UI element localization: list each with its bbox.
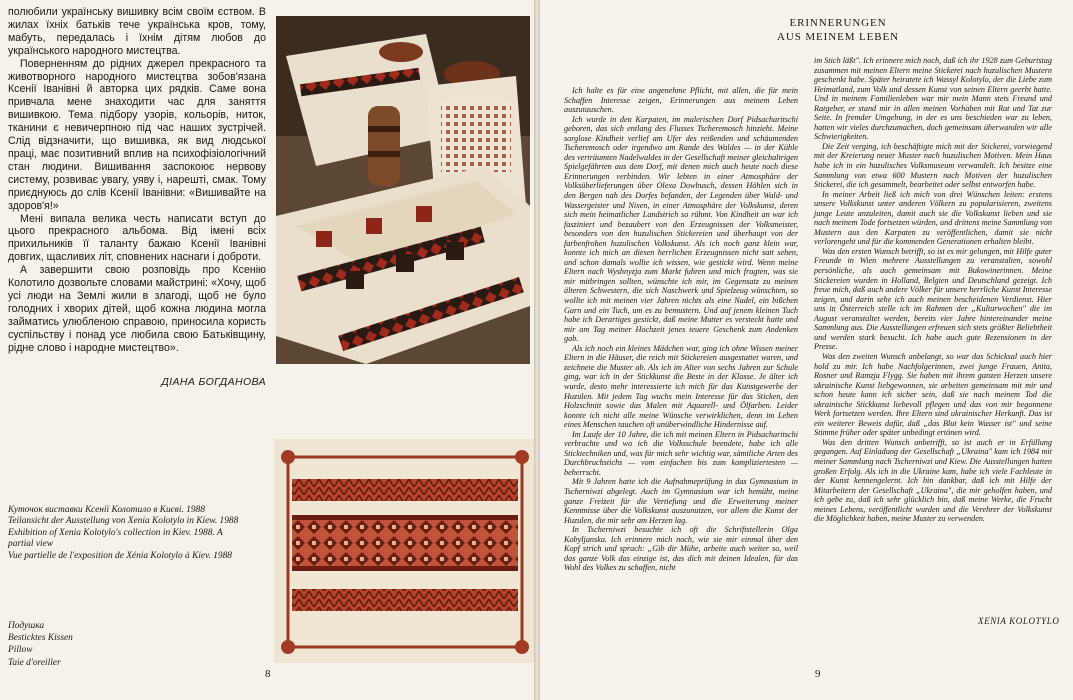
de-col1-paragraph: Als ich noch ein kleines Mädchen war, ging ich ohne Wissen meiner Eltern in die Häuser, die reich mit Stickereien ausgestattet waren, und zeichnete die Muster ab. Als ich im Alter von sechs Jahren zur Schule ging, war ich in der Stickkunst die Beste in der Klasse. Je älter ich wurde, desto mehr interessierte ich mich für das Kunstgewerbe der Huzulen. Mit jedem Tag wuchs mein Interesse für das Sticken, den Holzschnitt sowie das Malen mit Aquarell- und Ölfarben. Leider konnte ich nicht alle meine Wünsche verwirklichen, denn im Leben eines Menschen tauchen oft unüberwindliche Hindernisse auf. — [564, 343, 798, 430]
page-number-right: 9 — [815, 668, 821, 680]
pillow-drawing — [274, 439, 534, 663]
german-column-1 — [564, 86, 798, 573]
ua-paragraph-3: Мені випала велика честь написати вступ до цього прекрасного альбома. Від імені всіх прихильників її таланту бажаю Ксенії Іванівні довгих, щасливих літ, сповнених наснаги і доброти. — [8, 212, 266, 264]
ukrainian-article — [8, 6, 266, 354]
de-col1-paragraph: In Tscherniwzi besuchte ich oft die Schriftstellerin Olga Kobyljanska. Ich erinnere mich noch, wie sie mir einmal über den Kopf strich und sprach: „Gib dir Mühe, arbeite auch weiter so, weil das ganze Volk das einzige ist, das dich mit deinen Idealen, für das Wohl des Volkes zu schaffen, nicht — [564, 525, 798, 573]
article-title-line-2: AUS MEINEM LEBEN — [777, 31, 899, 43]
ua-paragraph-2: Поверненням до рідних джерел прекрасного та животворного народного мистецтва зобов'язана Ксенії Іванівні й авторка цих рядків. Саме вона привчала мене знаходити час для заняття вишивкою. Тема підбору узорів, кольорів, ниток, тканини є невичерпною під час наших зустрічей. Слід відзначити, що вишивка, як вид людської праці, має позитивний вплив на психофізіологічний стан людини. Вишивання заспокоює нервову систему, розвиває увагу, уяву і, нарешті, смак. Тому приєднуюсь до слів Ксенії Іванівни: «Вишивайте на здоров'я!» — [8, 57, 266, 212]
pillow-caption-en: Pillow — [8, 645, 33, 656]
de-col1-paragraph: Im Laufe der 10 Jahre, die ich mit meinen Eltern in Pidsacharitschi verbrachte und wo ich die Volksschule beendete, habe ich alle Sticktechniken und, was für mich sehr wichtig war, sämtliche Arten des Durchbruchstichs — vom einfachen bis zum kompliziertesten — beherrscht. — [564, 429, 798, 477]
article-title-line-1: ERINNERUNGEN — [789, 17, 887, 29]
de-col2-paragraph: im Stich läßt". Ich erinnere mich noch, daß ich ihr 1928 zum Geburtstag zusammen mit meinen Eltern meine Stickerei nach huzulischen Mustern geschenkt habe. Später heiratete ich Wassyl Kolotylo, der die Liebe zum Heimatland, zum Volk und dessen Kunst von seinen Eltern geerbt hatte. Und in meinem Familienleben war mir mein Mann stets Freund und Ratgeber, er stand mir in allen meinen Vorhaben mit Rat und Tat zur Seite. In fremder Umgebung, in der es uns beschieden war zu leben, hatten wir vieles durchzumachen, doch gemeinsam überwanden wir alle Schwierigkeiten. — [814, 56, 1052, 142]
exhibition-photo-drawing — [276, 16, 530, 364]
right-page — [540, 0, 1073, 700]
pillow-caption-de: Besticktes Kissen — [8, 633, 73, 644]
page-number-left: 8 — [265, 668, 271, 680]
de-col2-paragraph: Was den zweiten Wunsch anbelangt, so war das Schicksal auch hier hold zu mir. Ich habe Nachfolgerinnen, zwei junge Frauen, Anita, Rosner und Ramzja Flygg. Sie haben mit ihrem ganzen Herzen unsere ukrainische Kunst liebgewonnen, sie arbeiten gemeinsam mit mir und schon heute kann ich sicher sein, daß sie nach meinem Tod die ukrainische Stickkunst liebevoll pflegen und das von mir begonnene Werk fortsetzen werden. Ihre Eltern sind ukrainischer Herkunft. Das ist ein weiterer Beweis dafür, daß „das Blut kein Wasser ist" und seine Stimme früher oder später unbedingt ertönen wird. — [814, 351, 1052, 438]
de-col2-paragraph: In meiner Arbeit ließ ich mich von drei Wünschen leiten: erstens unsere Volkskunst unter anderen Völkern zu popularisieren, zweitens junge Leute anzuleiten, damit auch sie die Volkskunst lieben und sie nach meinem Tode fortsetzen würden, und drittens meine Sammlung von Mustern aus den Karpaten zu veröffentlichen, damit sie nicht verlorengeht und für die kommenden Generationen erhalten bleibt. — [814, 189, 1052, 247]
exhibition-caption — [8, 505, 248, 562]
caption-en: Exhibition of Xenia Kolotylo's collection in Kiev. 1988. A partial view — [8, 527, 223, 550]
ua-paragraph-4: А завершити свою розповідь про Ксенію Колотило дозвольте словами майстрині: «Хочу, щоб усі люди на Землі жили в злагоді, щоб не було голодних і хворих дітей, щоб кожна людина могла займатись улюбленою справою, приносила користь суспільству і понад усе любила свою Батьківщину, рідне слово і народне мистецтво». — [8, 264, 266, 354]
de-col1-paragraph: Ich halte es für eine angenehme Pflicht, mit allen, die für mein Schaffen Interesse zeigen, Erinnerungen aus meinem Leben auszutauschen. — [564, 86, 798, 115]
left-page — [0, 0, 534, 700]
article-title — [768, 16, 908, 44]
ua-paragraph-1: полюбили українську вишивку всім своїм єством. В жилах їхніх батьків тече українська кров, тому, мабуть, передалась і їхнім дітям любов до українського народного мистецтва. — [8, 6, 266, 57]
caption-ua: Куточок виставки Ксенії Колотило в Києві. 1988 — [8, 505, 205, 515]
author-signature-de: XENIA KOLOTYLO — [978, 616, 1060, 626]
de-col2-paragraph: Was den ersten Wunsch betrifft, so ist es mir gelungen, mit Hilfe guter Freunde in Wien mehrere Ausstellungen zu veranstalten, sowohl persönliche, als auch gemeinsam mit Bukowinerinnen. Meine Stickereien wurden in Holland, Belgien und Deutschland gezeigt. Ich freue mich, daß auch andere Völker für unsere herrliche Kunst Interesse zeigen, und darin sehe ich auch meinen bescheidenen Verdienst. Hier uns in Österreich stelle ich im Rahmen der „Kulturwochen" die im August veranstaltet werden, bereits vier Jahre hintereinander meine Sammlung aus. Die Ausstellungen erfreuen sich stets größter Beliebtheit und werden stark besucht. Ich habe auch gute Rezensionen in der Presse. — [814, 246, 1052, 352]
author-signature-ua: ДІАНА БОГДАНОВА — [161, 376, 266, 388]
pillow-photo — [274, 439, 534, 663]
pillow-caption-fr: Taie d'oreiller — [8, 657, 61, 668]
pillow-caption — [8, 620, 208, 669]
exhibition-photo — [276, 16, 530, 364]
de-col1-paragraph: Ich wurde in den Karpaten, im malerischen Dorf Pidsacharitschi geboren, das sich entlang des Flusses Tscheremosch hinzieht. Meine sorglose Kindheit verlief am Ufer des reißenden und schäumenden Tscheremosch oder irgendwo am Rande des Waldes — in der Kühle des verträumten Nadelwaldes in der Gesellschaft meiner gleichaltrigen Spielgefährten aus dem Dorf, mit denen mich auch heute noch diese Erinnerungen verbinden. Wir lebten in einer Atmosphäre der Volksüberlieferungen über Olexa Dowbusch, dessen Höhlen sich in den Bergen nah des Dorfes befanden, der Legenden über Wald- und Wassergeister und Nixen, in einer Atmosphäre der Volkskunst, deren sich mein heimatlicher Landstrich so rühmt. Von Kindheit an war ich fasziniert und bezaubert von den Erzeugnissen der Volksmeister, besonders von den huzulischen Stickereien und überhaupt von der farbenfrohen huzulischen Volkskunst. Als ich noch ganz klein war, konnte ich mich an diesen herrlichen Erzeugnissen nicht satt sehen, und schon damals wollte ich wissen, wie gestickt wird. Wenn meine Eltern nach Wyshnyzja zum Markt fuhren und mich fragten, was sie mir mitbringen sollten, wünschte ich mir, im Gegensatz zu meinen älteren Schwestern, die sich Naschwerk und Spielzeug wünschten, so wollte ich mit meinen vier Jahren nichts als eine Nadel, ein bißchen Garn und ein Tuch, um es zu bemustern. Und auf jenem kleinen Tuch habe ich Derartiges gestickt, daß meine Mutter es versteckt hatte und mir am Tag meiner Hochzeit jenes teuere Geschenk zum Andenken gab. — [564, 114, 798, 344]
de-col2-paragraph: Die Zeit verging, ich beschäftigte mich mit der Stickerei, vorwiegend mit der Kreierung neuer Muster nach huzulischen Motiven. Mein Haus habe ich in ein huzulisches Volksmuseum verwandelt. Ich besitze eine Sammlung von etwa 600 Mustern nach Motiven der huzulischen Stickerei, die ich gesammelt, bearbeitet oder selbst entworfen habe. — [814, 141, 1052, 190]
caption-fr: Vue partielle de l'exposition de Xénia Kolotylo à Kiev. 1988 — [8, 550, 232, 561]
caption-de: Teilansicht der Ausstellung von Xenia Kolotylo in Kiew. 1988 — [8, 516, 239, 527]
german-column-2 — [814, 56, 1052, 524]
de-col2-paragraph: Was den dritten Wunsch anbetrifft, so ist auch er in Erfüllung gegangen. Auf Einladung der Gesellschaft „Ukraina" kam ich 1984 mit meiner Sammlung nach Tscherniwzi und Kiew. Die Ausstellungen hatten großen Erfolg. Als ich in die Ukraine kam, habe ich viele Fachleute in der Kunst kennengelernt. Ich bin dankbar, daß ich mit Hilfe der Mitarbeitern der Gesellschaft „Ukraina", die mir geholfen haben, und ich gebe zu, daß ich sehr glücklich bin, daß meine Werke, die Frucht meines Lebens, veröffentlicht wurden und die Verehrer der Volkskunst die Möglichkeit haben, meine Muster zu verwenden. — [814, 437, 1052, 524]
de-col1-paragraph: Mit 9 Jahren hatte ich die Aufnahmeprüfung in das Gymnasium in Tscherniwzi abgelegt. Auch im Gymnasium war ich bemüht, meine ganze Freizeit für die Vertiefung und die Erweiterung meiner Kenntnisse über die Volkskunst auszunutzen, vor allem die Kunst der Huzulen, die mir sehr am Herzen lag. — [564, 477, 798, 525]
pillow-caption-ua: Подушка — [8, 621, 45, 631]
